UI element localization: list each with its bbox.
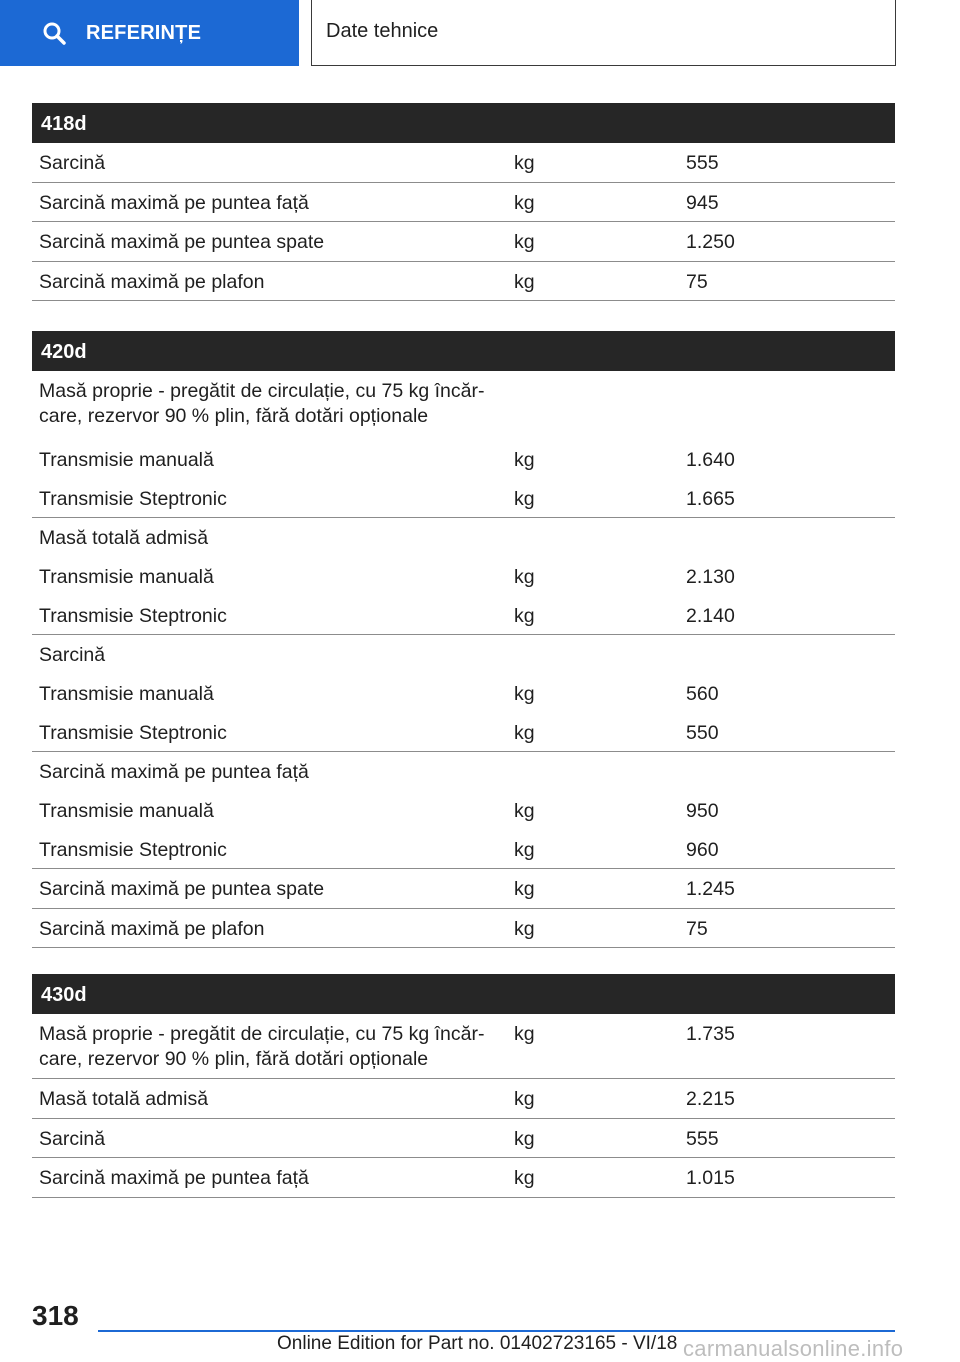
row-unit: kg <box>514 152 535 174</box>
table-row <box>32 1119 895 1159</box>
empty-cell <box>506 643 678 674</box>
table-row <box>32 557 895 596</box>
table-row <box>32 713 895 752</box>
row-label: Sarcină maximă pe puntea față <box>39 1167 309 1189</box>
row-label: Sarcină maximă pe puntea spate <box>39 878 325 900</box>
row-value: 2.140 <box>686 605 735 627</box>
group-header <box>32 752 895 791</box>
table-row <box>32 596 895 635</box>
row-unit: kg <box>514 1167 535 1189</box>
table-row <box>32 909 895 949</box>
row-unit: kg <box>514 566 535 588</box>
row-value: 2.130 <box>686 566 735 588</box>
row-label: Masă totală admisă <box>39 1088 209 1110</box>
row-value: 555 <box>686 1127 719 1150</box>
row-label: Transmisie manuală <box>39 683 214 705</box>
row-label: Sarcină maximă pe puntea față <box>39 191 309 214</box>
table-row <box>32 222 895 262</box>
row-label: Transmisie manuală <box>39 449 214 471</box>
group-header <box>32 635 895 674</box>
row-label: Sarcină <box>39 152 106 174</box>
section-header-418d: 418d <box>32 103 895 143</box>
table-row <box>32 262 895 302</box>
group-header <box>32 518 895 557</box>
row-unit: kg <box>514 683 535 705</box>
table-row <box>32 1158 895 1198</box>
empty-cell <box>506 379 678 440</box>
row-unit: kg <box>514 1127 535 1150</box>
table-row <box>32 143 895 183</box>
row-unit: kg <box>514 605 535 627</box>
row-unit: kg <box>514 270 535 293</box>
row-label: Transmisie Steptronic <box>39 839 227 861</box>
row-label: Transmisie Steptronic <box>39 488 227 510</box>
row-value: 1.665 <box>686 488 735 510</box>
group-label: Sarcină <box>39 644 106 666</box>
row-unit: kg <box>514 800 535 822</box>
table-row <box>32 830 895 869</box>
row-label: Sarcină maximă pe plafon <box>39 917 265 940</box>
footer-divider <box>98 1330 895 1332</box>
row-value: 1.640 <box>686 449 735 471</box>
row-value: 555 <box>686 152 719 174</box>
empty-cell <box>506 526 678 557</box>
references-tab-label: REFERINȚE <box>86 21 202 44</box>
group-label: Masă totală admisă <box>39 527 209 549</box>
row-value: 1.015 <box>686 1167 735 1189</box>
table-430d <box>32 974 895 1198</box>
chapter-title <box>311 0 896 66</box>
table-row <box>32 183 895 223</box>
section-header-430d: 430d <box>32 974 895 1014</box>
empty-cell <box>678 526 895 557</box>
table-row <box>32 440 895 479</box>
table-418d <box>32 103 895 301</box>
empty-cell <box>506 760 678 791</box>
references-tab[interactable] <box>0 0 299 66</box>
row-label: Sarcină maximă pe plafon <box>39 270 265 293</box>
row-value: 75 <box>686 917 708 940</box>
row-unit: kg <box>514 1088 535 1110</box>
row-unit: kg <box>514 839 535 861</box>
page-number: 318 <box>32 1300 79 1331</box>
empty-cell <box>678 643 895 674</box>
row-label-line: Masă proprie - pregătit de circulație, cu 75 kg încăr- <box>39 1023 485 1045</box>
row-label-line: care, rezervor 90 % plin, fără dotări opționale <box>39 1048 429 1070</box>
table-row <box>32 1014 895 1079</box>
section-header-420d: 420d <box>32 331 895 371</box>
group-label-line: care, rezervor 90 % plin, fără dotări opționale <box>39 405 429 427</box>
row-unit: kg <box>514 488 535 510</box>
group-label: Sarcină maximă pe puntea față <box>39 761 309 783</box>
row-value: 945 <box>686 191 719 214</box>
table-row <box>32 674 895 713</box>
row-value: 1.245 <box>686 878 735 900</box>
row-value: 560 <box>686 683 719 705</box>
row-value: 950 <box>686 800 719 822</box>
row-value: 1.250 <box>686 231 735 253</box>
row-value: 1.735 <box>686 1023 735 1045</box>
row-label: Transmisie Steptronic <box>39 722 227 744</box>
row-unit: kg <box>514 231 535 253</box>
row-label: Sarcină maximă pe puntea spate <box>39 231 325 253</box>
row-value: 550 <box>686 722 719 744</box>
row-label: Transmisie manuală <box>39 800 214 822</box>
chapter-title-text: Date tehnice <box>326 20 439 42</box>
row-unit: kg <box>514 191 535 214</box>
row-unit: kg <box>514 917 535 940</box>
row-unit: kg <box>514 449 535 471</box>
table-row <box>32 869 895 909</box>
row-label: Transmisie manuală <box>39 566 214 588</box>
search-icon <box>42 21 66 45</box>
table-420d <box>32 331 895 948</box>
table-row <box>32 479 895 518</box>
watermark: carmanualsonline.info <box>683 1336 904 1361</box>
row-value: 75 <box>686 270 708 293</box>
row-value: 960 <box>686 839 719 861</box>
row-unit: kg <box>514 878 535 900</box>
row-label: Transmisie Steptronic <box>39 605 227 627</box>
table-row <box>32 1079 895 1119</box>
row-label <box>32 1022 506 1078</box>
group-label <box>32 379 506 440</box>
row-label: Sarcină <box>39 1127 106 1150</box>
table-row <box>32 791 895 830</box>
group-header <box>32 371 895 440</box>
empty-cell <box>678 760 895 791</box>
row-unit: kg <box>514 722 535 744</box>
row-unit: kg <box>514 1023 535 1045</box>
row-value: 2.215 <box>686 1088 735 1110</box>
empty-cell <box>678 379 895 440</box>
group-label-line: Masă proprie - pregătit de circulație, cu 75 kg încăr- <box>39 380 485 402</box>
edition-text: Online Edition for Part no. 01402723165 - VI/18 <box>277 1333 678 1354</box>
